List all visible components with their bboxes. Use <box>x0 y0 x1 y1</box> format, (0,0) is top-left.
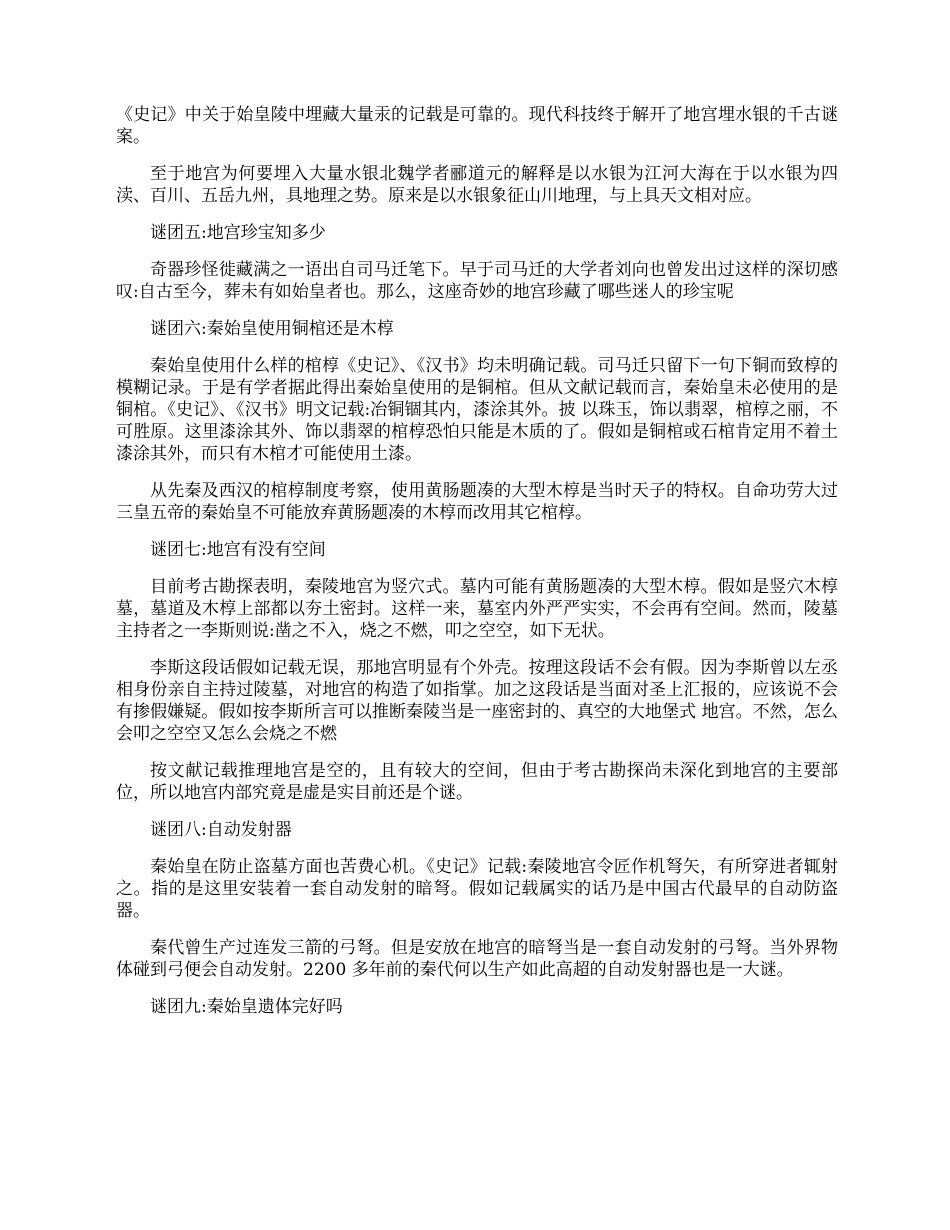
section-heading: 谜团六:秦始皇使用铜棺还是木椁 <box>150 319 394 339</box>
paragraph: 秦始皇使用什么样的棺椁《史记》、《汉书》均未明确记载。司马迁只留下一句下铜而致椁的模糊记录。于是有学者据此得出秦始皇使用的是铜棺。但从文献记载而言，秦始皇未必使用的是铜棺。《史记》、《汉书》明文记载:冶铜锢其内，漆涂其外。披 以珠玉，饰以翡翠，棺椁之丽，不可胜原。这里漆涂其外、饰以翡翠的棺椁恐怕只能是木质的了。假如是铜棺或石棺肯定用不着土漆涂其外，而只有木棺才可能使用土漆。 <box>116 356 838 464</box>
document-body <box>116 104 838 1033</box>
paragraph: 《史记》中关于始皇陵中埋藏大量汞的记载是可靠的。现代科技终于解开了地宫埋水银的千古谜案。 <box>116 105 838 147</box>
paragraph: 李斯这段话假如记载无误，那地宫明显有个外壳。按理这段话不会有假。因为李斯曾以左丞相身份亲自主持过陵墓，对地宫的构造了如指掌。加之这段话是当面对圣上汇报的，应该说不会有掺假嫌疑。假如按李斯所言可以推断秦陵当是一座密封的、真空的大地堡式 地宫。不然，怎么会叩之空空又怎么会烧之不燃 <box>116 658 838 744</box>
section-heading: 谜团五:地宫珍宝知多少 <box>150 223 326 243</box>
paragraph: 按文献记载推理地宫是空的，且有较大的空间，但由于考古勘探尚未深化到地宫的主要部位，所以地宫内部究竟是虚是实目前还是个谜。 <box>116 761 838 803</box>
paragraph: 目前考古勘探表明，秦陵地宫为竖穴式。墓内可能有黄肠题凑的大型木椁。假如是竖穴木椁墓，墓道及木椁上部都以夯土密封。这样一来，墓室内外严严实实，不会再有空间。然而，陵墓主持者之一李斯则说:凿之不入，烧之不燃，叩之空空，如下无状。 <box>116 577 838 641</box>
paragraph: 奇器珍怪徙藏满之一语出自司马迁笔下。早于司马迁的大学者刘向也曾发出过这样的深切感叹:自古至今，葬未有如始皇者也。那么，这座奇妙的地宫珍藏了哪些迷人的珍宝呢 <box>116 260 838 302</box>
paragraph: 秦始皇在防止盗墓方面也苦费心机。《史记》记载:秦陵地宫令匠作机弩矢，有所穿进者辄射之。指的是这里安装着一套自动发射的暗弩。假如记载属实的话乃是中国古代最早的自动防盗器。 <box>116 857 838 921</box>
section-heading: 谜团七:地宫有没有空间 <box>150 540 326 560</box>
paragraph: 秦代曾生产过连发三箭的弓弩。但是安放在地宫的暗弩当是一套自动发射的弓弩。当外界物体碰到弓便会自动发射。2200 多年前的秦代何以生产如此高超的自动发射器也是一大谜。 <box>116 938 838 980</box>
section-heading: 谜团八:自动发射器 <box>150 820 292 840</box>
section-heading: 谜团九:秦始皇遗体完好吗 <box>150 997 343 1017</box>
paragraph: 从先秦及西汉的棺椁制度考察，使用黄肠题凑的大型木椁是当时天子的特权。自命功劳大过三皇五帝的秦始皇不可能放弃黄肠题凑的木椁而改用其它棺椁。 <box>116 481 838 523</box>
paragraph: 至于地宫为何要埋入大量水银北魏学者郦道元的解释是以水银为江河大海在于以水银为四渎、百川、五岳九州，具地理之势。原来是以水银象征山川地理，与上具天文相对应。 <box>116 164 838 206</box>
